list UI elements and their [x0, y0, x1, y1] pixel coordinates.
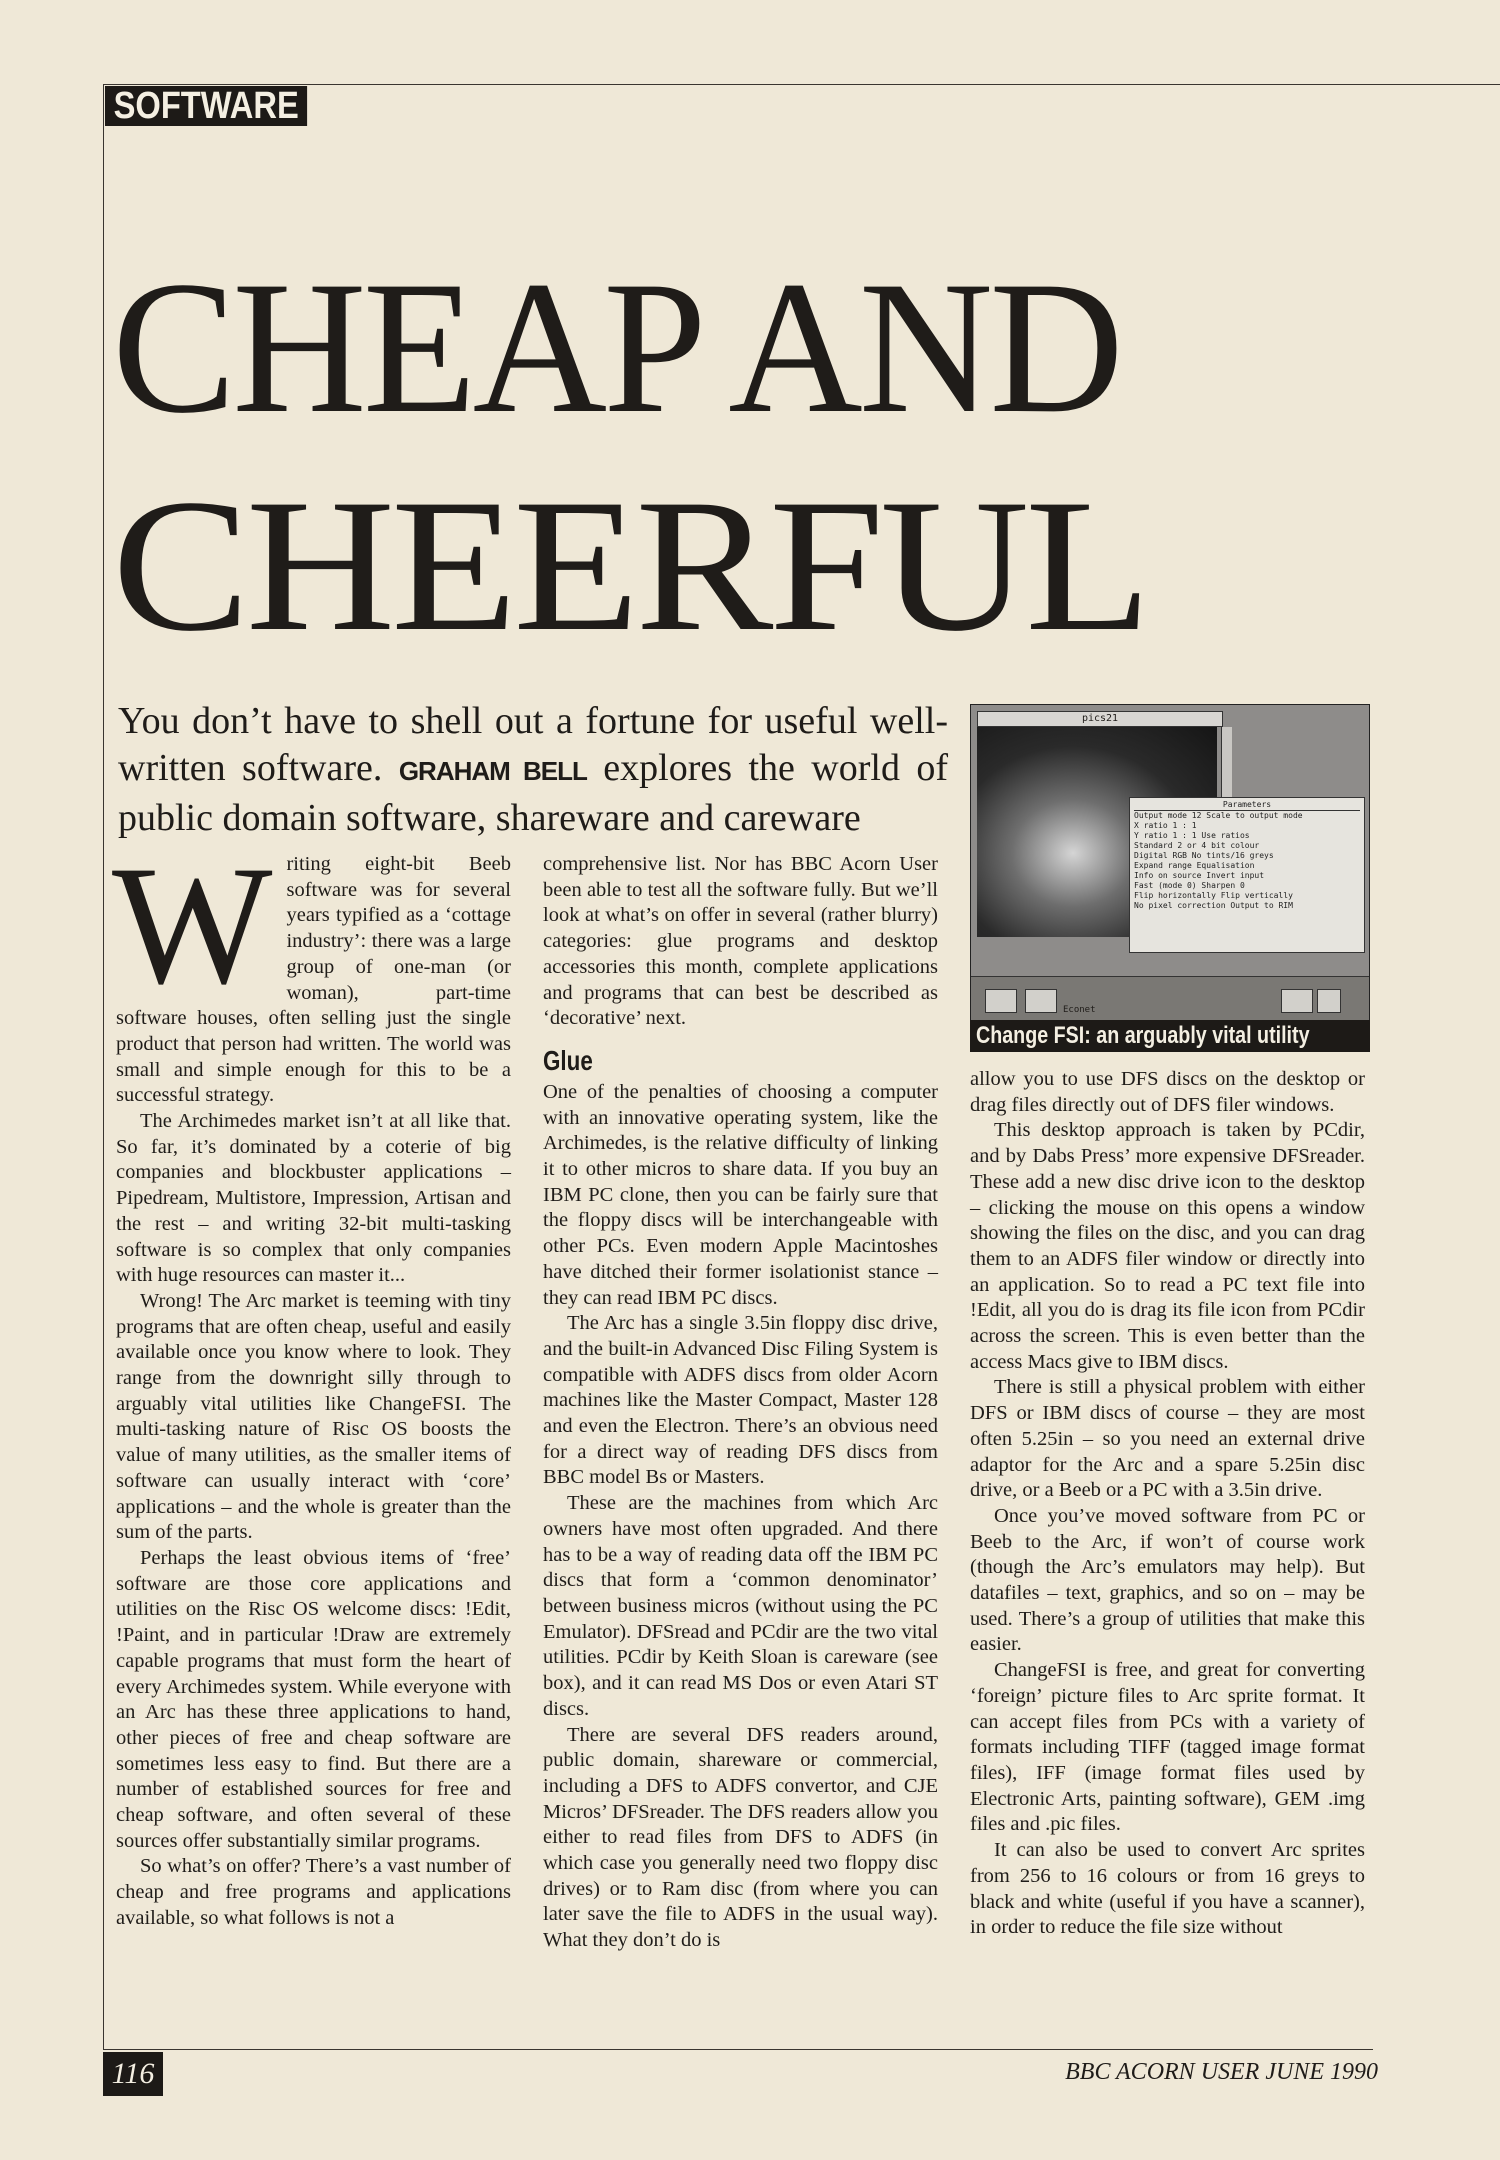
disc-drive-icon	[985, 989, 1017, 1013]
panel-line: Standard 2 or 4 bit colour	[1134, 841, 1260, 850]
panel-line: Fast (mode 0) Sharpen 0	[1134, 881, 1245, 890]
paragraph: riting eight-bit Beeb software was for several years typified as a ‘cottage industry’: there was a large group of one-man (or woman), part-time software houses, often selling just the single product that person had written. The world was small and simple enough for this to be a successful strategy.	[116, 853, 511, 1107]
caption-text: Change FSI: an arguably vital utility	[976, 1022, 1310, 1049]
standfirst-text-2: explores the world of public domain software, shareware and careware	[118, 747, 949, 839]
paragraph: So what’s on offer? There’s a vast number of cheap and free programs and applications available, so what follows is not a	[116, 1855, 511, 1929]
panel-line: Y ratio 1 : 1 Use ratios	[1134, 831, 1250, 840]
parameters-panel	[1129, 797, 1365, 953]
byline: GRAHAM BELL	[398, 756, 587, 786]
frame-rule-left	[103, 84, 104, 2049]
panel-line: X ratio 1 : 1	[1134, 821, 1197, 830]
panel-line: Output mode 12 Scale to output mode	[1134, 811, 1303, 820]
acorn-icon	[1317, 989, 1341, 1013]
headline-line-1: CHEAP AND	[112, 243, 1120, 453]
panel-line: Expand range Equalisation	[1134, 861, 1255, 870]
iconbar-label: Econet	[1063, 1005, 1096, 1015]
frame-rule-top	[103, 84, 1500, 85]
article-column-1	[112, 831, 511, 1932]
paragraph: The Arc has a single 3.5in floppy disc drive, and the built-in Advanced Disc Filing System is compatible with ADFS discs from older Acorn machines like the Master Compact, Master 128 and even the Electron. There’s an obvious need for a direct way of reading DFS discs from BBC model Bs or Masters.	[543, 1312, 938, 1489]
subhead-glue: Glue	[543, 1044, 593, 1076]
screenshot-changefsi	[970, 704, 1370, 1022]
panel-line: Digital RGB No tints/16 greys	[1134, 851, 1274, 860]
disc-drive-icon	[1025, 989, 1057, 1013]
window-title-bar: pics21	[977, 711, 1223, 727]
paragraph: It can also be used to convert Arc sprites from 256 to 16 colours or from 16 greys to black and white (useful if you have a scanner), in order to reduce the file size without	[970, 1839, 1365, 1939]
headline-line-2: CHEERFUL	[112, 461, 1148, 671]
paragraph: Perhaps the least obvious items of ‘free’ software are those core applications and utilities on the Risc OS welcome discs: !Edit, !Paint, and in particular !Draw are extremely capable programs that must form the heart of every Archimedes system. While everyone with an Arc has these three applications to hand, other pieces of free and cheap software are sometimes less easy to find. But there are a number of established sources for free and cheap software, and often several of these sources offer substantially similar programs.	[116, 1546, 511, 1852]
paragraph: ChangeFSI is free, and great for converting ‘foreign’ picture files to Arc sprite format. It can accept files from PCs with a variety of formats including TIFF (tagged image format files), IFF (image format files used by Electronic Arts, painting software), GEM .img files and .pic files.	[970, 1659, 1365, 1836]
standfirst-text: You don’t have to shell out a fortune for useful well-written software.	[118, 700, 948, 789]
paragraph: Wrong! The Arc market is teeming with tiny programs that are often cheap, useful and easily available once you know where to look. They range from the downright silly through to arguably vital utilities like ChangeFSI. The multi-tasking nature of Risc OS boosts the value of many utilities, as the smaller items of software can usually interact with ‘core’ applications – and the whole is greater than the sum of the parts.	[116, 1289, 511, 1544]
app-icon	[1281, 989, 1313, 1013]
panel-line: No pixel correction Output to RIM	[1134, 901, 1293, 910]
paragraph: Once you’ve moved software from PC or Beeb to the Arc, if won’t of course work (though the Arc’s emulators may help). But datafiles – text, graphics, and so on – may be used. There’s a group of utilities that make this easier.	[970, 1504, 1365, 1656]
paragraph: There are several DFS readers around, public domain, shareware or commercial, including a DFS to ADFS convertor, and CJE Micros’ DFSreader. The DFS readers allow you either to read files from DFS to ADFS (in which case you generally need two floppy disc drives) or to Ram disc (from where you can later save the file to ADFS in the usual way). What they don’t do is	[543, 1723, 938, 1952]
article-column-2	[543, 852, 938, 1954]
paragraph: One of the penalties of choosing a computer with an innovative operating system, like the Archimedes, is the relative difficulty of linking it to other micros to share data. If you buy an IBM PC clone, then you can be fairly sure that the floppy discs will be interchangeable with other PCs. Even modern Apple Macintoshes have ditched their former isolationist stance – they can read IBM PC discs.	[543, 1080, 938, 1309]
drop-cap: W	[112, 831, 273, 1019]
paragraph: This desktop approach is taken by PCdir, and by Dabs Press’ more expensive DFSreader. These add a new disc drive icon to the desktop – clicking the mouse on this opens a window showing the files on the disc, and you can drag them to an ADFS filer window or directly into an application. So to read a PC text file into !Edit, all you do is drag its file icon from PCdir across the screen. This is even better than the access Macs give to IBM discs.	[970, 1119, 1365, 1373]
article-column-3	[970, 1067, 1365, 1941]
icon-bar	[971, 976, 1369, 1021]
section-tag: SOFTWARE	[105, 86, 307, 126]
paragraph: allow you to use DFS discs on the desktop or drag files directly out of DFS filer windows.	[970, 1068, 1365, 1116]
paragraph: These are the machines from which Arc owners have most often upgraded. And there has to be a way of reading data off the IBM PC discs that form a ‘common denominator’ between business micros (without using the PC Emulator). DFSread and PCdir are the two vital utilities. PCdir by Keith Sloan is careware (see box), and it can read MS Dos or even Atari ST discs.	[543, 1492, 938, 1720]
publication-footer: BBC ACORN USER JUNE 1990	[1065, 2059, 1378, 2085]
page-number: 116	[103, 2052, 163, 2096]
paragraph: There is still a physical problem with either DFS or IBM discs of course – they are most often 5.25in – so you need an external drive adaptor for the Arc and a spare 5.25in disc drive, or a Beeb or a PC with a 3.5in drive.	[970, 1376, 1365, 1502]
paragraph: comprehensive list. Nor has BBC Acorn User been able to test all the software fully. But we’ll look at what’s on offer in several (rather blurry) categories: glue programs and desktop accessories this month, complete applications and programs that can best be described as ‘decorative’ next.	[543, 853, 938, 1030]
paragraph: The Archimedes market isn’t at all like that. So far, it’s dominated by a coterie of big companies and blockbuster applications – Pipedream, Multistore, Impression, Artisan and the rest – and writing 32-bit multi-tasking software is so complex that only companies with huge resources can master it...	[116, 1110, 511, 1287]
panel-title: Parameters	[1134, 800, 1360, 811]
screenshot-caption	[970, 1020, 1370, 1052]
panel-line: Flip horizontally Flip vertically	[1134, 891, 1293, 900]
frame-rule-bottom	[103, 2049, 1373, 2050]
standfirst	[118, 698, 948, 842]
panel-line: Info on source Invert input	[1134, 871, 1265, 880]
